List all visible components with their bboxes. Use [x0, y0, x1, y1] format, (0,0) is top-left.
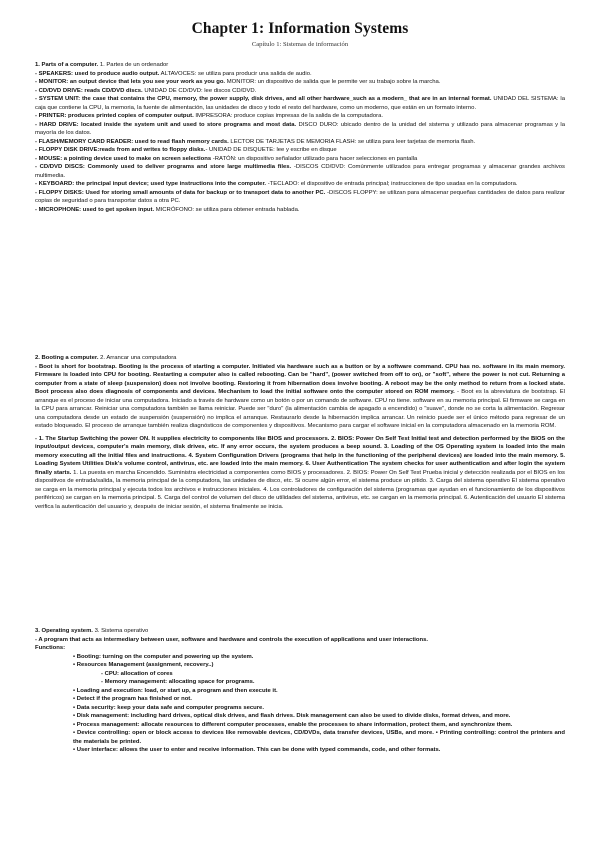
item-es: -DISCOS FLOPPY: se utilizan para almacenar pequeñas cantidades de datos para realizar copias de seguridad o para transportar datos a otra PC. [35, 189, 566, 204]
item-es: -TECLADO: el dispositivo de entrada principal; instrucciones de tipo usadas en la computadora. [266, 181, 518, 187]
function-item: • Process management: allocate resources to different computer processes, enable the processes to share information, protect them, and synchronize them. [73, 721, 513, 728]
item-es: -DISCOS CD/DVD: Comúnmente utilizados para entregar programas y almacenar grandes archivos multimedia. [35, 164, 565, 179]
list-item [35, 112, 565, 121]
item-en: - SPEAKERS: used to produce audio output. [35, 70, 160, 77]
list-item [35, 70, 565, 79]
paragraph-en: - 1. The Startup Switching the power ON. It supplies electricity to components like BIOS and processors. 2. BIOS: Power On Self Test Initial test and detection performed by the BIOS on the input/output devices, computer's main memory, disk drives, etc. If any error occurs, the system produces a beep sound. 3. Loading of the OS Operating system is loaded into the main memory executing all the initial files and instructions. 4. System Configuration Drivers (programs that help in the functioning of the peripheral devices) are loaded into the main memory. 5. Loading System Utilities Disk's volume control, antivirus, etc. are loaded into the main memory. 6. User Authentication The system checks for user authentication and after login the system finally starts. [35, 435, 565, 476]
paragraph-en: - Boot is short for bootstrap. Booting is the process of starting a computer. Initiated via hardware such as a button or by a software command. CPU has no. software in its main memory. Firmware is loaded into CPU for booting. Restarting a computer also is called rebooting. Can be "hard", (power switched from off to on), or "soft", where the power is not cut. Returning a computer from a state of sleep (suspension) does not involve booting. Restoring it from hibernation does involve booting. A reboot may be the only method to return from a locked state. Boot process also does diagnosis of components and devices. Mechanism to load the initial software onto the computer stored on ROM memory. [35, 363, 565, 395]
item-es: -RATÓN: un dispositivo señalador utilizado para hacer selecciones en pantalla [211, 155, 418, 162]
item-es: ALTAVOCES: se utiliza para producir una salida de audio. [159, 70, 312, 77]
section-heading [35, 61, 565, 70]
function-item: • Data security: keep your data safe and computer programs secure. [73, 704, 264, 711]
function-item: - CPU: allocation of cores [101, 670, 173, 677]
os-intro: - A program that acts as intermediary between user, software and hardware and controls the execution of applications and user interactions. [35, 636, 429, 643]
function-item: • Device controlling: open or block access to devices like removable devices, CD/DVDs, data transfer devices, USBs, and more. • Printing controlling: control the printers and the materials be printed. [73, 730, 565, 745]
list-item [35, 189, 565, 206]
heading-en: 2. Booting a computer. [35, 355, 99, 361]
list-item [35, 180, 565, 189]
item-en: - MOUSE: a pointing device used to make on screen selections [35, 155, 212, 162]
item-en: - MONITOR: an output device that lets you see your work as you go. [35, 79, 226, 85]
section-heading [35, 627, 565, 636]
section-operating-system [35, 627, 565, 755]
item-es: UNIDAD DEL SISTEMA: la caja que contiene la CPU, la memoria, la fuente de alimentación, las unidades de disco y todo el resto del hardware, como un moderno, que están en un formato interno. [35, 96, 565, 111]
paragraph-es: - Boot es la abreviatura de bootstrap. El arranque es el proceso de iniciar una computadora. Iniciado a través de hardware como un botón o por un comando de software. CPU no tiene. software en su memoria principal. El firmware se carga en la CPU para arrancar. Reiniciar una computadora también se llama reiniciar. Puede ser "duro" (la alimentación cambia de apagado a encendido) o "suave", donde no se corta la alimentación. Regresar una computadora desde un estado de suspensión (suspensión) no implica el arranque. Restaurarlo desde la hibernación implica arrancar. Un reinicio puede ser el único método para regresar de un estado bloqueado. El proceso de arranque también realiza diagnósticos de componentes y dispositivos. Mecanismo para cargar el software inicial en la computadora almacenado en la memoria ROM. [35, 389, 565, 429]
list-item [35, 87, 565, 96]
section-booting [35, 354, 565, 511]
list-item [35, 155, 565, 164]
function-item: • Resources Management (assignment, recovery..) [73, 662, 214, 668]
item-es: LECTOR DE TARJETAS DE MEMORIA FLASH: se utiliza para leer tarjetas de memoria flash. [228, 138, 476, 145]
section-heading [35, 354, 565, 363]
heading-es: 2. Arrancar una computadora [98, 355, 177, 361]
item-en: - MICROPHONE: used to get spoken input. [35, 206, 155, 213]
function-item: • Disk management: including hard drives, optical disk drives, and flash drives. Disk management can also be used to divide disks, format drives, and more. [73, 713, 511, 719]
list-item [35, 206, 565, 215]
chapter-title: Chapter 1: Information Systems [191, 20, 409, 37]
functions-label: Functions: [35, 645, 66, 651]
item-es: DISCO DURO: ubicado dentro de la unidad del sistema y utilizado para almacenar programas y la mayoría de los datos. [35, 121, 565, 136]
list-item [35, 146, 565, 155]
item-en: - HARD DRIVE: located inside the system unit and used to store programs and most data. [35, 121, 297, 128]
functions-list [35, 653, 565, 755]
parts-list [35, 70, 565, 215]
function-item: • User interface: allows the user to enter and receive information. This can be done with typed commands, code, and other formats. [73, 747, 441, 753]
boot-steps-paragraph [35, 435, 565, 512]
heading-en: 1. Parts of a computer. [35, 62, 99, 68]
item-es: UNIDAD DE CD/DVD: lee discos CD/DVD. [142, 87, 257, 94]
heading-es: 3. Sistema operativo [92, 628, 149, 634]
function-item: • Loading and execution: load, or start up, a program and then execute it. [73, 687, 278, 694]
item-es: MONITOR: un dispositivo de salida que le permite ver su trabajo sobre la marcha. [225, 79, 441, 85]
paragraph-es: 1. La puesta en marcha Encendido. Suministra electricidad a componentes como BIOS y procesadores. 2. BIOS: Power On Self Test Prueba inicial y detección realizada por el BIOS en los dispositivos de entrada/salida, la memoria principal de la computadora, las unidades de disco, etc. Si ocurre algún error, el sistema produce un pitido. 3. Carga del sistema operativo El sistema operativo se carga en la memoria principal y ejecuta todos los archivos e instrucciones iniciales. 4. Los controladores de configuración del sistema (programas que ayudan en el funcionamiento de los dispositivos periféricos) se cargan en la memoria principal. 5. Carga del control de volumen del disco de utilidades del sistema, antivirus, etc. se cargan en la memoria principal. 6. Autenticación del usuario El sistema verifica la autenticación del usuario y, después de iniciar sesión, el sistema finalmente se inicia. [35, 469, 565, 510]
item-en: - CD/DVD DISCS: Commonly used to deliver programs and store large multimedia files. [35, 164, 292, 170]
heading-en: 3. Operating system. [35, 628, 93, 634]
item-en: - SYSTEM UNIT: the case that contains the CPU, memory, the power supply, disk drives, and all other hardware_such as a modern_ that are in an internal format. [35, 96, 492, 102]
function-item: • Booting: turning on the computer and powering up the system. [73, 653, 254, 660]
list-item [35, 163, 565, 180]
item-en: - FLASH/MEMORY CARD READER: used to read flash memory cards. [35, 138, 229, 145]
item-es: IMPRESORA: produce copias impresas de la salida de la computadora. [193, 113, 383, 119]
chapter-subtitle: Capítulo 1: Sistemas de información [251, 41, 349, 48]
item-en: - FLOPPY DISKS: Used for storing small amounts of data for backup or to transport data to another PC. [35, 189, 326, 196]
item-en: - KEYBOARD: the principal input device; used type instructions into the computer. [35, 181, 267, 187]
function-item: • Detect if the program has finished or not. [73, 696, 192, 702]
item-en: - FLOPPY DISK DRIVE:reads from and writes to floppy disks. [35, 147, 206, 153]
section-parts-of-computer [35, 61, 565, 214]
list-item [35, 78, 565, 87]
function-item: - Memory management: allocating space for programs. [101, 679, 255, 685]
booting-paragraph [35, 363, 565, 431]
list-item [35, 138, 565, 147]
item-en: - CD/DVD DRIVE: reads CD/DVD discs. [35, 87, 143, 94]
list-item [35, 95, 565, 112]
item-en: - PRINTER: produces printed copies of computer output. [35, 113, 194, 119]
heading-es: 1. Partes de un ordenador [98, 62, 169, 68]
list-item [35, 121, 565, 138]
item-es: - UNIDAD DE DISQUETE: lee y escribe en disque [205, 147, 337, 153]
item-es: MICRÓFONO: se utiliza para obtener entrada hablada. [154, 206, 300, 213]
